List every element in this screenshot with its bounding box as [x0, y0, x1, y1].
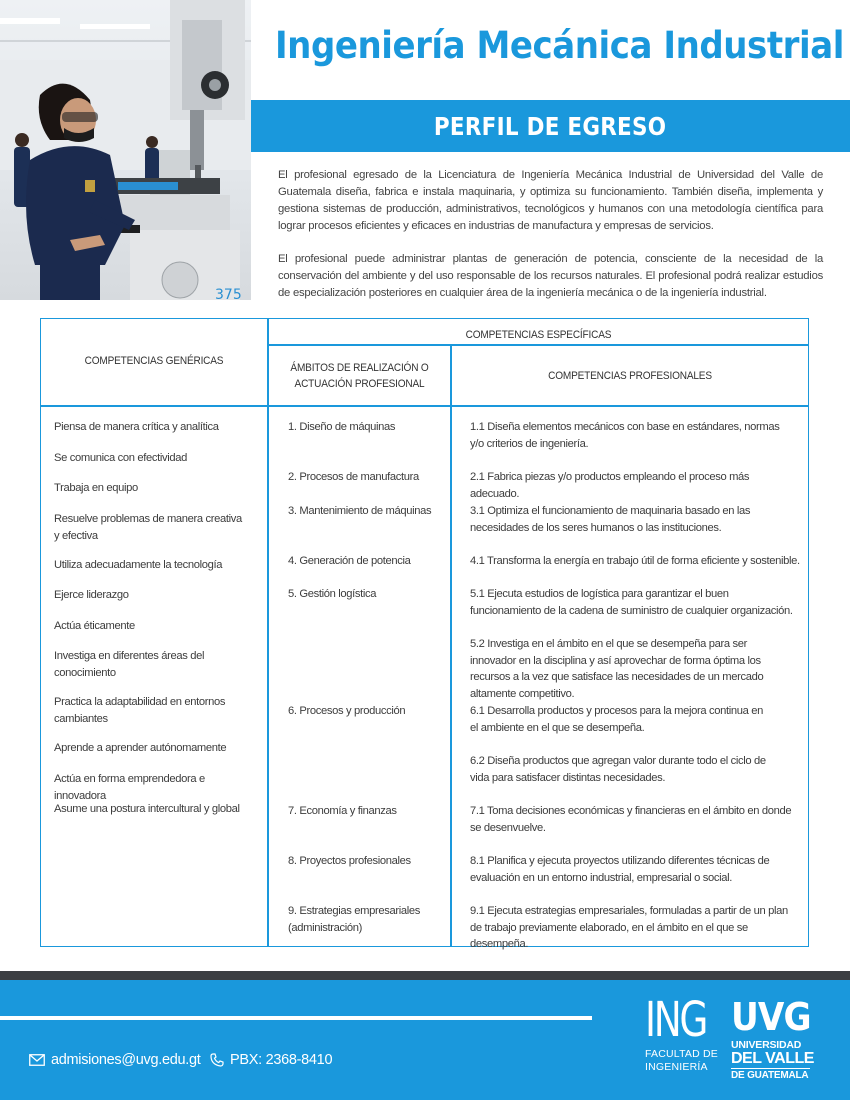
list-item: 3. Mantenimiento de máquinas: [288, 505, 432, 517]
list-item: 1. Diseño de máquinas: [288, 421, 396, 433]
list-item: 3.1 Optimiza el funcionamiento de maquinaria basado en las necesidades de los seres humanos o las instituciones.: [470, 505, 751, 534]
list-item: Resuelve problemas de manera creativa y efectiva: [54, 513, 242, 542]
intro-paragraph-1: El profesional egresado de la Licenciatura de Ingeniería Mecánica Industrial de Universidad del Valle de Guatemala diseña, fabrica e instala maquinaria, y optimiza su funcionamiento. También diseña, implementa y gestiona sistemas de producción, administrativos, tecnológicos y humanos con una metodología científica para lograr procesos eficientes y eficaces en industrias de manufactura y empresas de servicios.: [278, 169, 823, 232]
faculty-line-1: FACULTAD DE: [645, 1048, 718, 1060]
list-item: Actúa en forma emprendedora e innovadora: [54, 773, 205, 802]
banner-title: PERFIL DE EGRESO: [434, 111, 667, 141]
phone-contact[interactable]: [210, 1052, 332, 1068]
intro-paragraph-2: El profesional puede administrar plantas de generación de potencia, consciente de la necesidad de la conservación del ambiente y del uso responsable de los recursos naturales. El profesional podrá realizar estudios de especialización posteriores en cualquier área de la ingeniería mecánica o de la ingeniería industrial.: [278, 253, 823, 299]
list-item: 5. Gestión logística: [288, 588, 377, 600]
header-specific: COMPETENCIAS ESPECÍFICAS: [465, 329, 612, 341]
list-item: Aprende a aprender autónomamente: [54, 742, 227, 754]
university-logo: [731, 995, 814, 1082]
list-item: Actúa éticamente: [54, 620, 135, 632]
list-item: 6.1 Desarrolla productos y procesos para la mejora continua en el ambiente en el que se desempeña.: [470, 705, 763, 734]
list-item: 2.1 Fabrica piezas y/o productos empleando el proceso más adecuado.: [470, 471, 750, 500]
email-link[interactable]: admisiones@uvg.edu.gt: [51, 1052, 201, 1068]
list-item: Piensa de manera crítica y analítica: [54, 421, 219, 433]
list-item: 5.2 Investiga en el ámbito en el que se desempeña para ser innovador en la disciplina y así aprovechar de forma óptima los recursos a la vez que satisface las necesidades de un mercado altamente competitivo.: [470, 638, 764, 700]
list-item: 6. Procesos y producción: [288, 705, 406, 717]
list-item: 5.1 Ejecuta estudios de logística para garantizar el buen funcionamiento de la cadena de suministro de cualquier organización.: [470, 588, 793, 617]
uvg-logo-text: UVG: [731, 995, 811, 1039]
list-item: Investiga en diferentes áreas del conocimiento: [54, 650, 205, 679]
list-item: Trabaja en equipo: [54, 482, 138, 494]
table-divider: [267, 344, 808, 346]
list-item: 9. Estrategias empresariales (administración): [288, 905, 420, 934]
list-item: 9.1 Ejecuta estrategias empresariales, formuladas a partir de un plan de trabajo previamente elaborado, en el ámbito en el que se desempeña.: [470, 905, 788, 950]
table-divider: [450, 345, 452, 946]
table-divider: [41, 405, 808, 407]
faculty-line-2: INGENIERÍA: [645, 1061, 708, 1073]
email-contact[interactable]: [29, 1052, 200, 1068]
list-item: 2. Procesos de manufactura: [288, 471, 419, 483]
intro-text: [278, 167, 823, 302]
list-item: 6.2 Diseña productos que agregan valor durante todo el ciclo de vida para satisfacer distintas necesidades.: [470, 755, 766, 784]
list-item: Utiliza adecuadamente la tecnología: [54, 559, 223, 571]
header-generic: COMPETENCIAS GENÉRICAS: [84, 355, 224, 367]
list-item: 1.1 Diseña elementos mecánicos con base en estándares, normas y/o criterios de ingeniería.: [470, 421, 780, 450]
footer-divider: [0, 1016, 592, 1020]
list-item: 8.1 Planifica y ejecuta proyectos utilizando diferentes técnicas de evaluación en un entorno industrial, empresarial o social.: [470, 855, 770, 884]
list-item: 8. Proyectos profesionales: [288, 855, 411, 867]
section-banner: [251, 100, 850, 152]
uvg-line-2: DEL VALLE: [731, 1050, 814, 1067]
uvg-line-3: DE GUATEMALA: [731, 1070, 809, 1081]
list-item: 7.1 Toma decisiones económicas y financieras en el ámbito en donde se desenvuelve.: [470, 805, 792, 834]
hero-photo: [0, 0, 251, 300]
list-item: 4.1 Transforma la energía en trabajo útil de forma eficiente y sostenible.: [470, 555, 800, 567]
table-divider: [267, 319, 269, 946]
header-ambitos: ÁMBITOS DE REALIZACIÓN O ACTUACIÓN PROFESIONAL: [290, 362, 429, 390]
list-item: Practica la adaptabilidad en entornos cambiantes: [54, 696, 226, 725]
phone-icon: [210, 1053, 224, 1067]
competencies-table: [40, 318, 809, 950]
list-item: Ejerce liderazgo: [54, 589, 129, 601]
svg-text:375: 375: [215, 287, 242, 300]
list-item: 7. Economía y finanzas: [288, 805, 397, 817]
footer: [0, 980, 850, 1100]
list-item: 4. Generación de potencia: [288, 555, 411, 567]
list-item: Asume una postura intercultural y global: [54, 803, 240, 815]
faculty-logo: [645, 992, 725, 1074]
page-title: Ingeniería Mecánica Industrial: [274, 24, 844, 67]
uvg-line-1: UNIVERSIDAD: [731, 1039, 802, 1051]
list-item: Se comunica con efectividad: [54, 452, 187, 464]
footer-strip: [0, 971, 850, 980]
ing-logo-text: ING: [645, 992, 707, 1048]
header-profesionales: COMPETENCIAS PROFESIONALES: [548, 370, 712, 382]
phone-number[interactable]: PBX: 2368-8410: [230, 1052, 333, 1068]
envelope-icon: [29, 1054, 45, 1066]
